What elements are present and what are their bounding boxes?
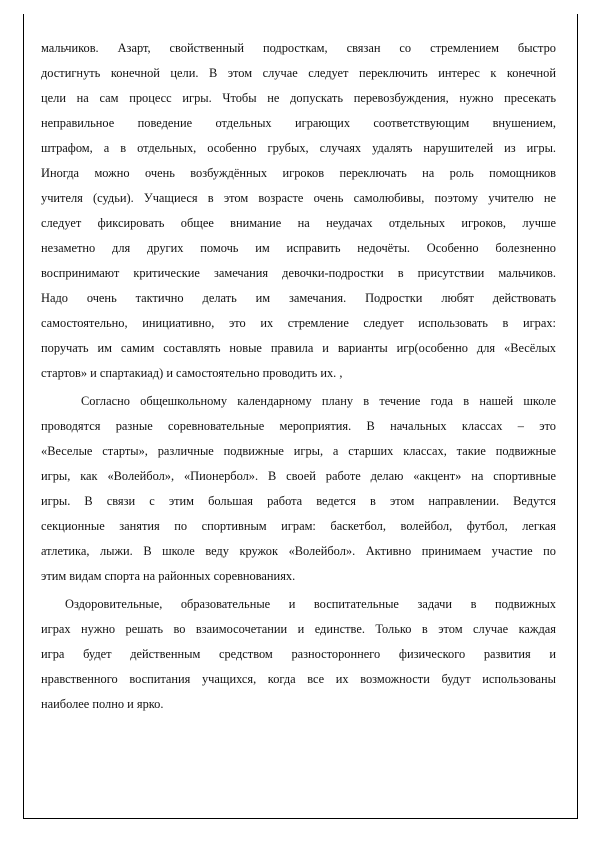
text-line: игры, как «Волейбол», «Пионербол». В своей работе делаю «акцент» на спортивные bbox=[41, 469, 556, 483]
text-line: поручать им самим составлять новые правила и варианты игр(особенно для «Весёлых bbox=[41, 341, 556, 355]
text-line: незаметно для других помочь им исправить недочёты. Особенно болезненно bbox=[41, 241, 556, 255]
text-line: неправильное поведение отдельных играющих соответствующим внушением, bbox=[41, 116, 556, 130]
paragraph-3 bbox=[41, 592, 556, 717]
text-line: атлетика, лыжи. В школе веду кружок «Волейбол». Активно принимаем участие по bbox=[41, 544, 556, 558]
text-line: секционные занятия по спортивным играм: баскетбол, волейбол, футбол, легкая bbox=[41, 519, 556, 533]
text-line: игра будет действенным средством разностороннего физического развития и bbox=[41, 647, 556, 661]
text-line: проводятся разные соревновательные мероприятия. В начальных классах – это bbox=[41, 419, 556, 433]
text-line: цели на сам процесс игры. Чтобы не допускать перевозбуждения, нужно пресекать bbox=[41, 91, 556, 105]
text-line: этим видам спорта на районных соревнованиях. bbox=[41, 569, 296, 583]
text-line: самостоятельно, инициативно, это их стремление следует использовать в играх: bbox=[41, 316, 556, 330]
text-line: достигнуть конечной цели. В этом случае следует переключить интерес к конечной bbox=[41, 66, 556, 80]
text-line: учителя (судьи). Учащиеся в этом возрасте очень самолюбивы, поэтому учителю не bbox=[41, 191, 556, 205]
text-line: следует фиксировать общее внимание на неудачах отдельных игроков, лучше bbox=[41, 216, 556, 230]
text-line: штрафом, а в отдельных, особенно грубых, случаях удалять нарушителей из игры. bbox=[41, 141, 556, 155]
paragraph-1 bbox=[41, 36, 556, 386]
text-line: Иногда можно очень возбуждённых игроков переключать на роль помощников bbox=[41, 166, 556, 180]
text-line: «Веселые старты», различные подвижные игры, а старших классах, такие подвижные bbox=[41, 444, 556, 458]
text-line: наиболее полно и ярко. bbox=[41, 697, 164, 711]
paragraph-2 bbox=[41, 389, 556, 589]
text-line: мальчиков. Азарт, свойственный подросткам, связан со стремлением быстро bbox=[41, 41, 556, 55]
text-line: воспринимают критические замечания девочки-подростки в присутствии мальчиков. bbox=[41, 266, 556, 280]
text-line: Надо очень тактично делать им замечания. Подростки любят действовать bbox=[41, 291, 556, 305]
text-line: нравственного воспитания учащихся, когда все их возможности будут использованы bbox=[41, 672, 556, 686]
text-line: стартов» и спартакиад) и самостоятельно проводить их. , bbox=[41, 366, 343, 380]
text-line: игры. В связи с этим большая работа ведется в этом направлении. Ведутся bbox=[41, 494, 556, 508]
text-line: Оздоровительные, образовательные и воспитательные задачи в подвижных bbox=[65, 597, 556, 611]
document-body bbox=[41, 36, 556, 717]
text-line: играх нужно решать во взаимосочетании и единстве. Только в этом случае каждая bbox=[41, 622, 556, 636]
text-line: Согласно общешкольному календарному плану в течение года в нашей школе bbox=[81, 394, 556, 408]
